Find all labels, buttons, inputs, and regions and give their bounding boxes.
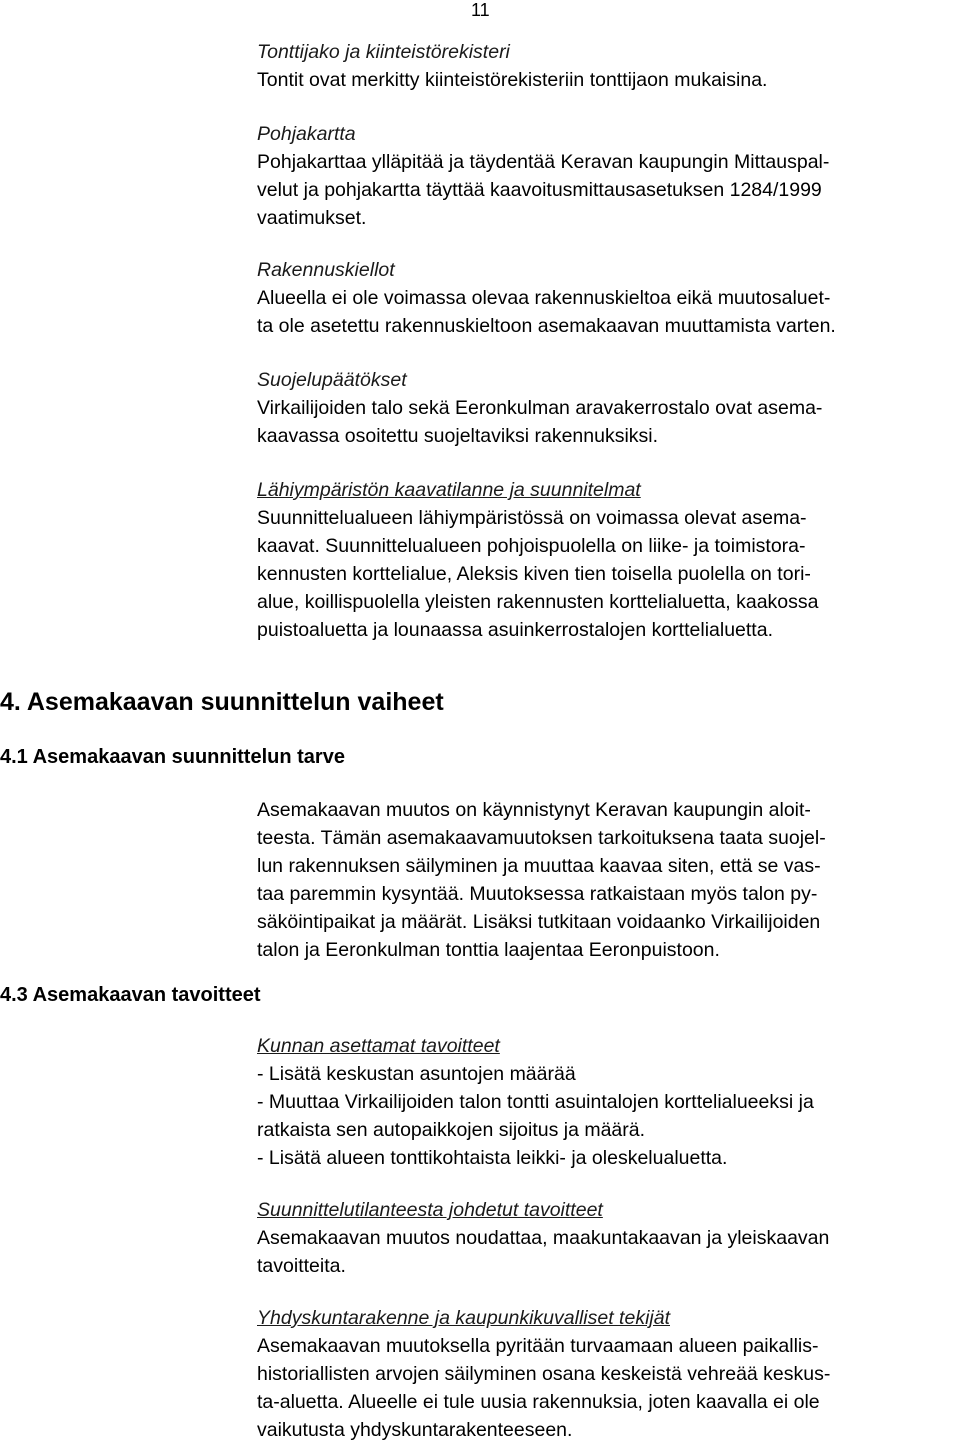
block-line: Tontit ovat merkitty kiinteistörekisteriin tonttijaon mukaisina. (257, 69, 768, 91)
block-kunnan-tavoitteet (257, 1032, 957, 1172)
block-heading: Tonttijako ja kiinteistörekisteri (257, 41, 510, 63)
block-line: Suunnittelualueen lähiympäristössä on voimassa olevat asema- (257, 507, 807, 529)
block-line: Asemakaavan muutos noudattaa, maakuntakaavan ja yleiskaavan (257, 1227, 830, 1249)
page-number: 11 (471, 0, 490, 20)
block-tonttijako (257, 38, 957, 94)
block-heading: Kunnan asettamat tavoitteet (257, 1035, 500, 1057)
block-suojelupaatokset (257, 366, 957, 450)
block-line: taa paremmin kysyntää. Muutoksessa ratkaistaan myös talon py- (257, 883, 818, 905)
block-line: ratkaista sen autopaikkojen sijoitus ja määrä. (257, 1119, 646, 1141)
block-heading: Pohjakartta (257, 123, 356, 145)
block-heading: Suojelupäätökset (257, 369, 407, 391)
block-line: velut ja pohjakartta täyttää kaavoitusmittausasetuksen 1284/1999 (257, 179, 822, 201)
block-line: - Muuttaa Virkailijoiden talon tontti asuintalojen korttelialueeksi ja (257, 1091, 814, 1113)
block-line: kaavassa osoitettu suojeltaviksi rakennuksiksi. (257, 425, 659, 447)
block-line: - Lisätä alueen tonttikohtaista leikki- ja oleskelualuetta. (257, 1147, 728, 1169)
block-line: ta-aluetta. Alueelle ei tule uusia rakennuksia, joten kaavalla ei ole (257, 1391, 820, 1413)
block-suunnittelutilanne (257, 1196, 957, 1280)
block-rakennuskiellot (257, 256, 957, 340)
section-4-1-title: 4.1 Asemakaavan suunnittelun tarve (0, 746, 345, 768)
block-heading: Yhdyskuntarakenne ja kaupunkikuvalliset tekijät (257, 1307, 670, 1329)
block-heading: Rakennuskiellot (257, 259, 395, 281)
block-pohjakartta (257, 120, 957, 232)
block-line: teesta. Tämän asemakaavamuutoksen tarkoituksena taata suojel- (257, 827, 826, 849)
block-lahiymparisto (257, 476, 957, 644)
block-line: Asemakaavan muutos on käynnistynyt Keravan kaupungin aloit- (257, 799, 811, 821)
block-line: säköintipaikat ja määrät. Lisäksi tutkitaan voidaanko Virkailijoiden (257, 911, 821, 933)
block-line: talon ja Eeronkulman tonttia laajentaa Eeronpuistoon. (257, 939, 720, 961)
section-4-3-title: 4.3 Asemakaavan tavoitteet (0, 984, 261, 1006)
block-line: Alueella ei ole voimassa olevaa rakennuskieltoa eikä muutosaluet- (257, 287, 831, 309)
section-4-title: 4. Asemakaavan suunnittelun vaiheet (0, 688, 444, 716)
block-line: tavoitteita. (257, 1255, 346, 1277)
block-line: puistoaluetta ja lounaassa asuinkerrostalojen korttelialuetta. (257, 619, 773, 641)
block-line: Asemakaavan muutoksella pyritään turvaamaan alueen paikallis- (257, 1335, 819, 1357)
block-line: - Lisätä keskustan asuntojen määrää (257, 1063, 576, 1085)
block-heading: Lähiympäristön kaavatilanne ja suunnitelmat (257, 479, 641, 501)
block-line: kaavat. Suunnittelualueen pohjoispuolella on liike- ja toimistora- (257, 535, 806, 557)
block-heading: Suunnittelutilanteesta johdetut tavoitteet (257, 1199, 603, 1221)
block-line: Virkailijoiden talo sekä Eeronkulman aravakerrostalo ovat asema- (257, 397, 823, 419)
block-line: vaikutusta yhdyskuntarakenteeseen. (257, 1419, 573, 1441)
block-line: lun rakennuksen säilyminen ja muuttaa kaavaa siten, että se vas- (257, 855, 821, 877)
block-line: kennusten korttelialue, Aleksis kiven tien toisella puolella on tori- (257, 563, 811, 585)
block-suunnittelun-tarve (257, 796, 957, 964)
block-line: Pohjakarttaa ylläpitää ja täydentää Keravan kaupungin Mittauspal- (257, 151, 830, 173)
block-line: vaatimukset. (257, 207, 367, 229)
block-yhdyskuntarakenne (257, 1304, 957, 1444)
block-line: ta ole asetettu rakennuskieltoon asemakaavan muuttamista varten. (257, 315, 836, 337)
block-line: alue, koillispuolella yleisten rakennusten korttelialuetta, kaakossa (257, 591, 819, 613)
block-line: historiallisten arvojen säilyminen osana keskeistä vehreää keskus- (257, 1363, 831, 1385)
